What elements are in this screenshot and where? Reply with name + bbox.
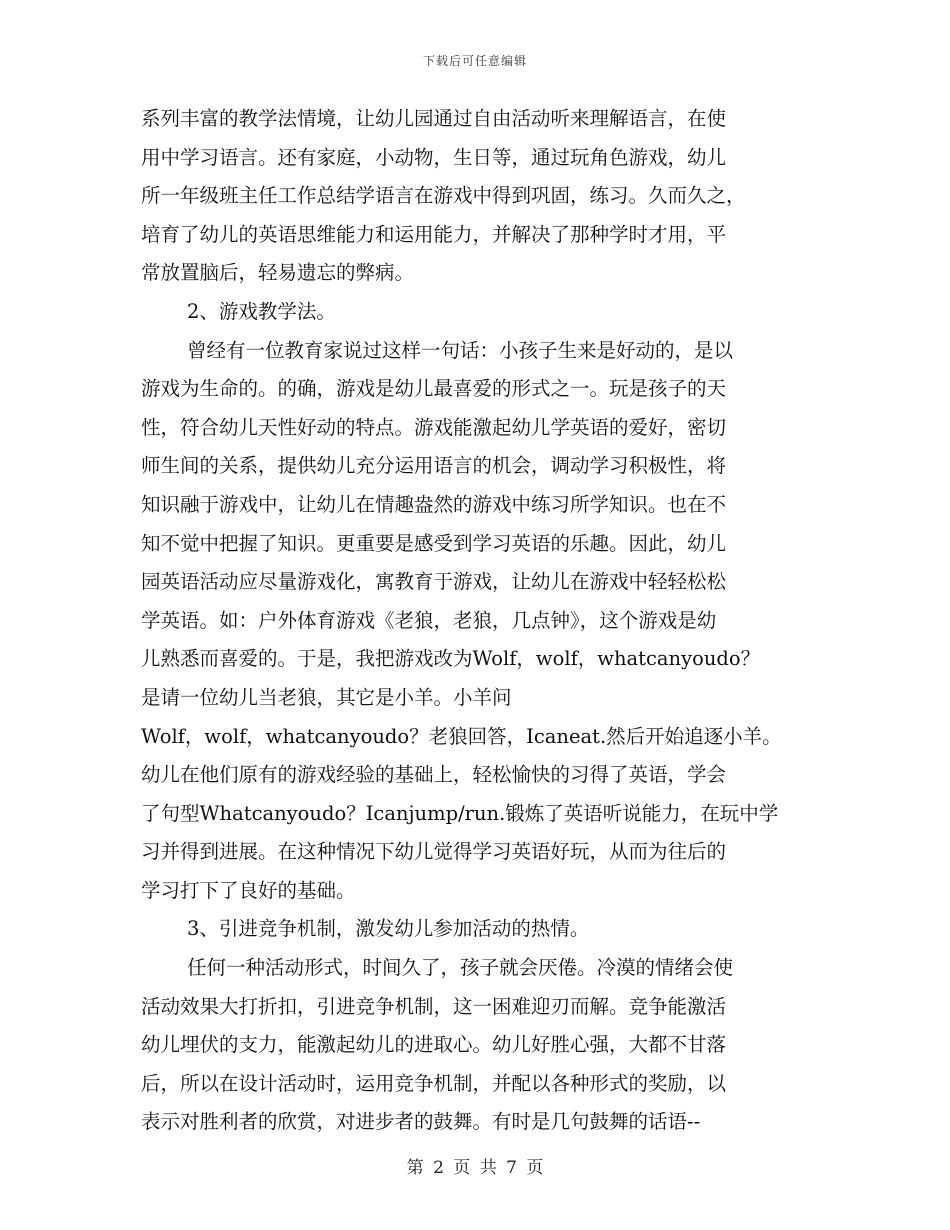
text-line: 师生间的关系，提供幼儿充分运用语言的机会，调动学习积极性，将 [141, 454, 727, 478]
text-line: 任何一种活动形式，时间久了，孩子就会厌倦。冷漠的情绪会使 [187, 956, 734, 980]
text-line: 是请一位幼儿当老狼，其它是小羊。小羊问 [141, 685, 512, 709]
text-line: 学英语。如：户外体育游戏《老狼，老狼，几点钟》，这个游戏是幼 [141, 608, 717, 632]
text-line: 培育了幼儿的英语思维能力和运用能力，并解决了那种学时才用，平 [141, 222, 727, 246]
page-number-footer: 第 2 页 共 7 页 [406, 1158, 544, 1178]
text-line: 后，所以在设计活动时，运用竞争机制，并配以各种形式的奖励，以 [141, 1071, 727, 1095]
text-line: 系列丰富的教学法情境，让幼儿园通过自由活动听来理解语言，在使 [141, 107, 727, 130]
text-line: 知不觉中把握了知识。更重要是感受到学习英语的乐趣。因此，幼儿 [141, 531, 727, 555]
text-line: 幼儿埋伏的支力，能激起幼儿的进取心。幼儿好胜心强，大都不甘落 [141, 1033, 727, 1057]
text-line: 常放置脑后，轻易遗忘的弊病。 [141, 261, 415, 285]
text-line: 幼儿在他们原有的游戏经验的基础上，轻松愉快的习得了英语，学会 [141, 763, 727, 787]
text-line: Wolf，wolf，whatcanyoudo？老狼回答，Icaneat.然后开始追逐小羊。 [141, 724, 782, 748]
page-header: 下载后可任意编辑 [422, 54, 527, 68]
text-line: 曾经有一位教育家说过这样一句话：小孩子生来是好动的，是以 [187, 338, 734, 362]
text-line: 用中学习语言。还有家庭，小动物，生日等，通过玩角色游戏，幼儿 [141, 145, 727, 169]
text-line: 游戏为生命的。的确，游戏是幼儿最喜爱的形式之一。玩是孩子的天 [141, 377, 727, 401]
section-heading: 3、引进竞争机制，激发幼儿参加活动的热情。 [187, 917, 590, 941]
text-line: 所一年级班主任工作总结学语言在游戏中得到巩固，练习。久而久之， [141, 184, 746, 208]
document-body [141, 100, 811, 1142]
section-heading: 2、游戏教学法。 [187, 299, 336, 323]
text-line: 习并得到进展。在这种情况下幼儿觉得学习英语好玩，从而为往后的 [141, 840, 727, 864]
text-line: 性，符合幼儿天性好动的特点。游戏能激起幼儿学英语的爱好，密切 [141, 415, 727, 439]
text-line: 园英语活动应尽量游戏化，寓教育于游戏，让幼儿在游戏中轻轻松松 [141, 570, 727, 594]
text-line: 儿熟悉而喜爱的。于是，我把游戏改为Wolf，wolf，whatcanyoudo？ [141, 647, 761, 671]
text-line: 活动效果大打折扣，引进竞争机制，这一困难迎刃而解。竞争能激活 [141, 994, 727, 1018]
text-line: 知识融于游戏中，让幼儿在情趣盎然的游戏中练习所学知识。也在不 [141, 492, 727, 516]
text-line: 了句型Whatcanyoudo？Icanjump/run.锻炼了英语听说能力，在玩中学 [141, 801, 779, 825]
text-line: 表示对胜利者的欣赏，对进步者的鼓舞。有时是几句鼓舞的话语-- [141, 1110, 701, 1134]
text-line: 学习打下了良好的基础。 [141, 878, 356, 902]
